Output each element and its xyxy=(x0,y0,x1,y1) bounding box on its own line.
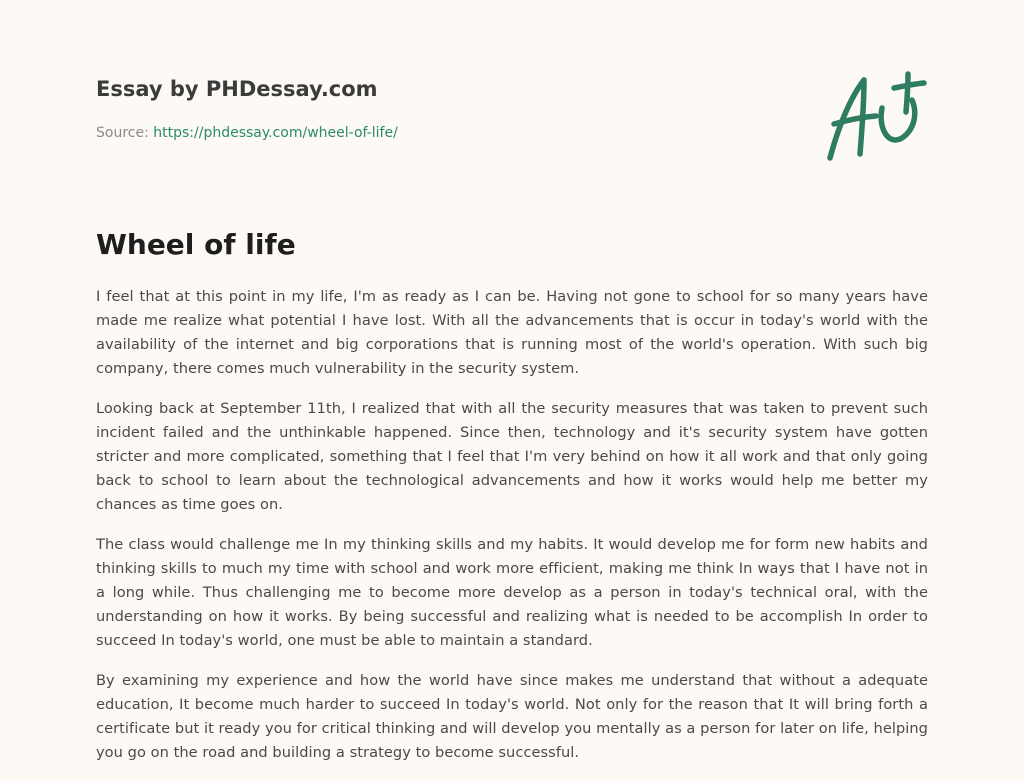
brand-title: Essay by PHDessay.com xyxy=(96,77,378,101)
plus-vertical-stroke xyxy=(906,74,908,112)
source-label: Source: xyxy=(96,125,154,141)
essay-paragraph: By examining my experience and how the world have since makes me understand that without a adequate education, It become much harder to succeed In today's world. Not only for the reason that It will bring forth a certificate but it ready you for critical thinking and will develop you mentally as a person for later on life, helping you go on the road and building a strategy to become successful. xyxy=(96,672,928,761)
plus-horizontal-stroke xyxy=(894,83,924,88)
source-link[interactable]: https://phdessay.com/wheel-of-life/ xyxy=(153,125,398,141)
essay-paragraph: The class would challenge me In my thinking skills and my habits. It would develop me for form new habits and thinking skills to much my time with school and work more efficient, making me think In ways that I have not in a long while. Thus challenging me to become more develop as a person in today's technical oral, with the understanding on how it works. By being successful and realizing what is needed to be accomplish In order to succeed In today's world, one must be able to maintain a standard. xyxy=(96,536,928,649)
essay-body xyxy=(96,285,928,781)
source-line xyxy=(96,123,796,143)
page-header xyxy=(96,74,796,143)
essay-paragraph: I feel that at this point in my life, I'm as ready as I can be. Having not gone to school for so many years have made me realize what potential I have lost. With all the advancements that is occur in today's world with the availability of the internet and big corporations that is running most of the world's operation. With such big company, there comes much vulnerability in the security system. xyxy=(96,288,928,377)
a-plus-grade-svg xyxy=(818,66,930,166)
a-crossbar-stroke xyxy=(834,116,876,124)
a-plus-grade-icon xyxy=(818,66,930,166)
essay-title: Wheel of life xyxy=(96,228,296,261)
check-stroke xyxy=(881,100,915,140)
essay-paragraph: Looking back at September 11th, I realized that with all the security measures that was taken to prevent such incident failed and the unthinkable happened. Since then, technology and it's security system have gotten stricter and more complicated, something that I feel that I'm very behind on how it all work and that only going back to school to learn about the technological advancements and how it works would help me better my chances as time goes on. xyxy=(96,400,928,513)
